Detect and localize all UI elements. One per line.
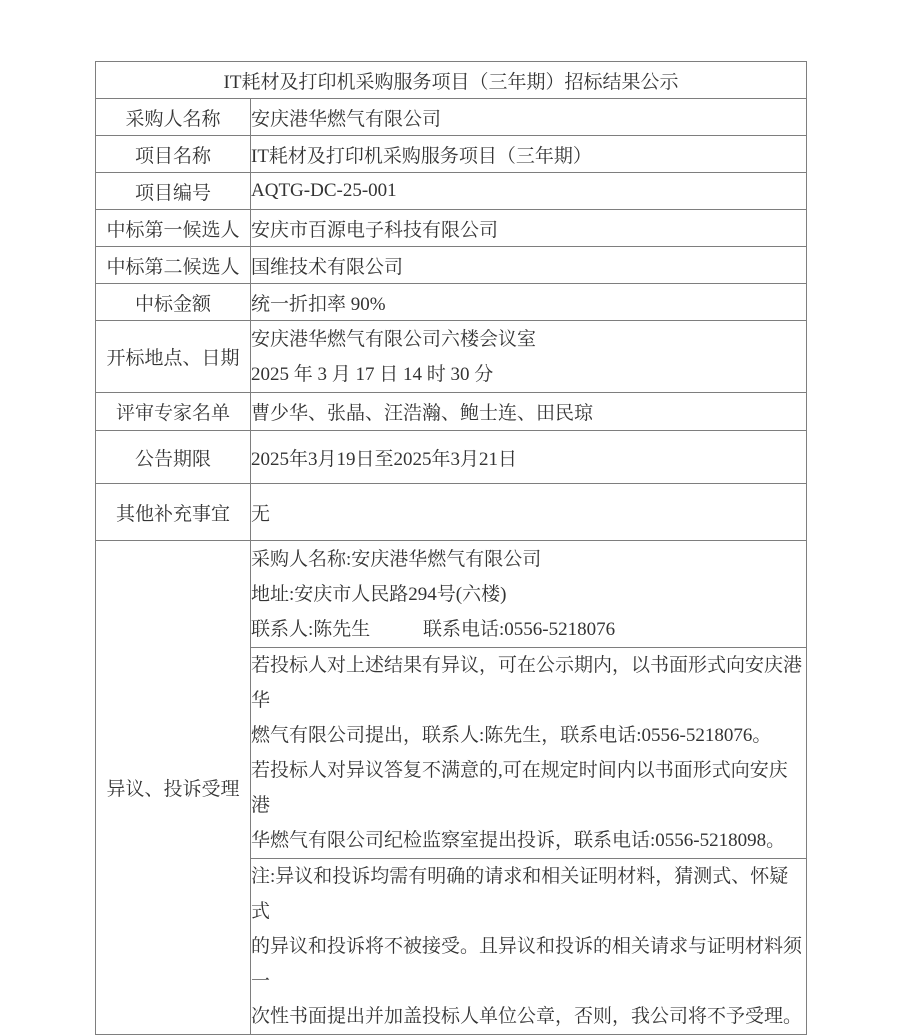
- row-opening-place-date: [96, 321, 807, 393]
- project-number-value: AQTG-DC-25-001: [251, 173, 807, 210]
- other-notes-value: 无: [251, 484, 807, 541]
- objection-procedure-line-4: 华燃气有限公司纪检监察室提出投诉，联系电话:0556-5218098。: [251, 830, 786, 851]
- objection-contact-line-3: [251, 612, 806, 647]
- row-objection-contact: [96, 541, 807, 648]
- announcement-period-label: 公告期限: [96, 431, 251, 484]
- announcement-period-value: 2025年3月19日至2025年3月21日: [251, 431, 807, 484]
- other-notes-label: 其他补充事宜: [96, 484, 251, 541]
- opening-place-date-value: [251, 321, 807, 393]
- row-bid-amount: [96, 284, 807, 321]
- objection-contact-cell: [251, 541, 807, 648]
- opening-date-line: 2025 年 3 月 17 日 14 时 30 分: [251, 363, 494, 385]
- second-candidate-label: 中标第二候选人: [96, 247, 251, 284]
- objection-procedure-line-1: 若投标人对上述结果有异议，可在公示期内，以书面形式向安庆港华: [251, 655, 803, 711]
- title-row: [96, 62, 807, 99]
- objection-procedure-cell: [251, 648, 807, 859]
- objection-procedure-line-2: 燃气有限公司提出，联系人:陈先生，联系电话:0556-5218076。: [251, 725, 772, 746]
- objection-note-line-3: 次性书面提出并加盖投标人单位公章，否则，我公司将不予受理。: [251, 1006, 803, 1027]
- row-expert-list: [96, 393, 807, 431]
- bid-result-table: [95, 61, 807, 1035]
- row-second-candidate: [96, 247, 807, 284]
- objection-contact-line-1: 采购人名称:安庆港华燃气有限公司: [251, 548, 542, 570]
- table-title: IT耗材及打印机采购服务项目（三年期）招标结果公示: [96, 62, 807, 99]
- project-name-value: IT耗材及打印机采购服务项目（三年期）: [251, 136, 807, 173]
- bid-amount-value: 统一折扣率 90%: [251, 284, 807, 321]
- objection-contact-person: 联系人:陈先生: [251, 618, 371, 640]
- opening-place-line: 安庆港华燃气有限公司六楼会议室: [251, 328, 537, 350]
- project-number-label: 项目编号: [96, 173, 251, 210]
- objection-contact-line-2: 地址:安庆市人民路294号(六楼): [251, 583, 507, 605]
- first-candidate-label: 中标第一候选人: [96, 210, 251, 247]
- objection-note-cell: [251, 859, 807, 1035]
- purchaser-value: 安庆港华燃气有限公司: [251, 99, 807, 136]
- row-first-candidate: [96, 210, 807, 247]
- project-name-label: 项目名称: [96, 136, 251, 173]
- expert-list-value: 曹少华、张晶、汪浩瀚、鲍士连、田民琼: [251, 393, 807, 431]
- objection-procedure-line-3: 若投标人对异议答复不满意的,可在规定时间内以书面形式向安庆港: [251, 760, 788, 816]
- row-project-number: [96, 173, 807, 210]
- expert-list-label: 评审专家名单: [96, 393, 251, 431]
- row-announcement-period: [96, 431, 807, 484]
- objection-contact-phone: 联系电话:0556-5218076: [423, 618, 616, 640]
- row-project-name: [96, 136, 807, 173]
- opening-place-date-label: 开标地点、日期: [96, 321, 251, 393]
- first-candidate-value: 安庆市百源电子科技有限公司: [251, 210, 807, 247]
- row-purchaser: [96, 99, 807, 136]
- purchaser-label: 采购人名称: [96, 99, 251, 136]
- objection-note-line-2: 的异议和投诉将不被接受。且异议和投诉的相关请求与证明材料须一: [251, 936, 803, 992]
- bid-amount-label: 中标金额: [96, 284, 251, 321]
- row-other-notes: [96, 484, 807, 541]
- objection-note-line-1: 注:异议和投诉均需有明确的请求和相关证明材料，猜测式、怀疑式: [251, 866, 789, 922]
- second-candidate-value: 国维技术有限公司: [251, 247, 807, 284]
- objection-label: 异议、投诉受理: [96, 541, 251, 1035]
